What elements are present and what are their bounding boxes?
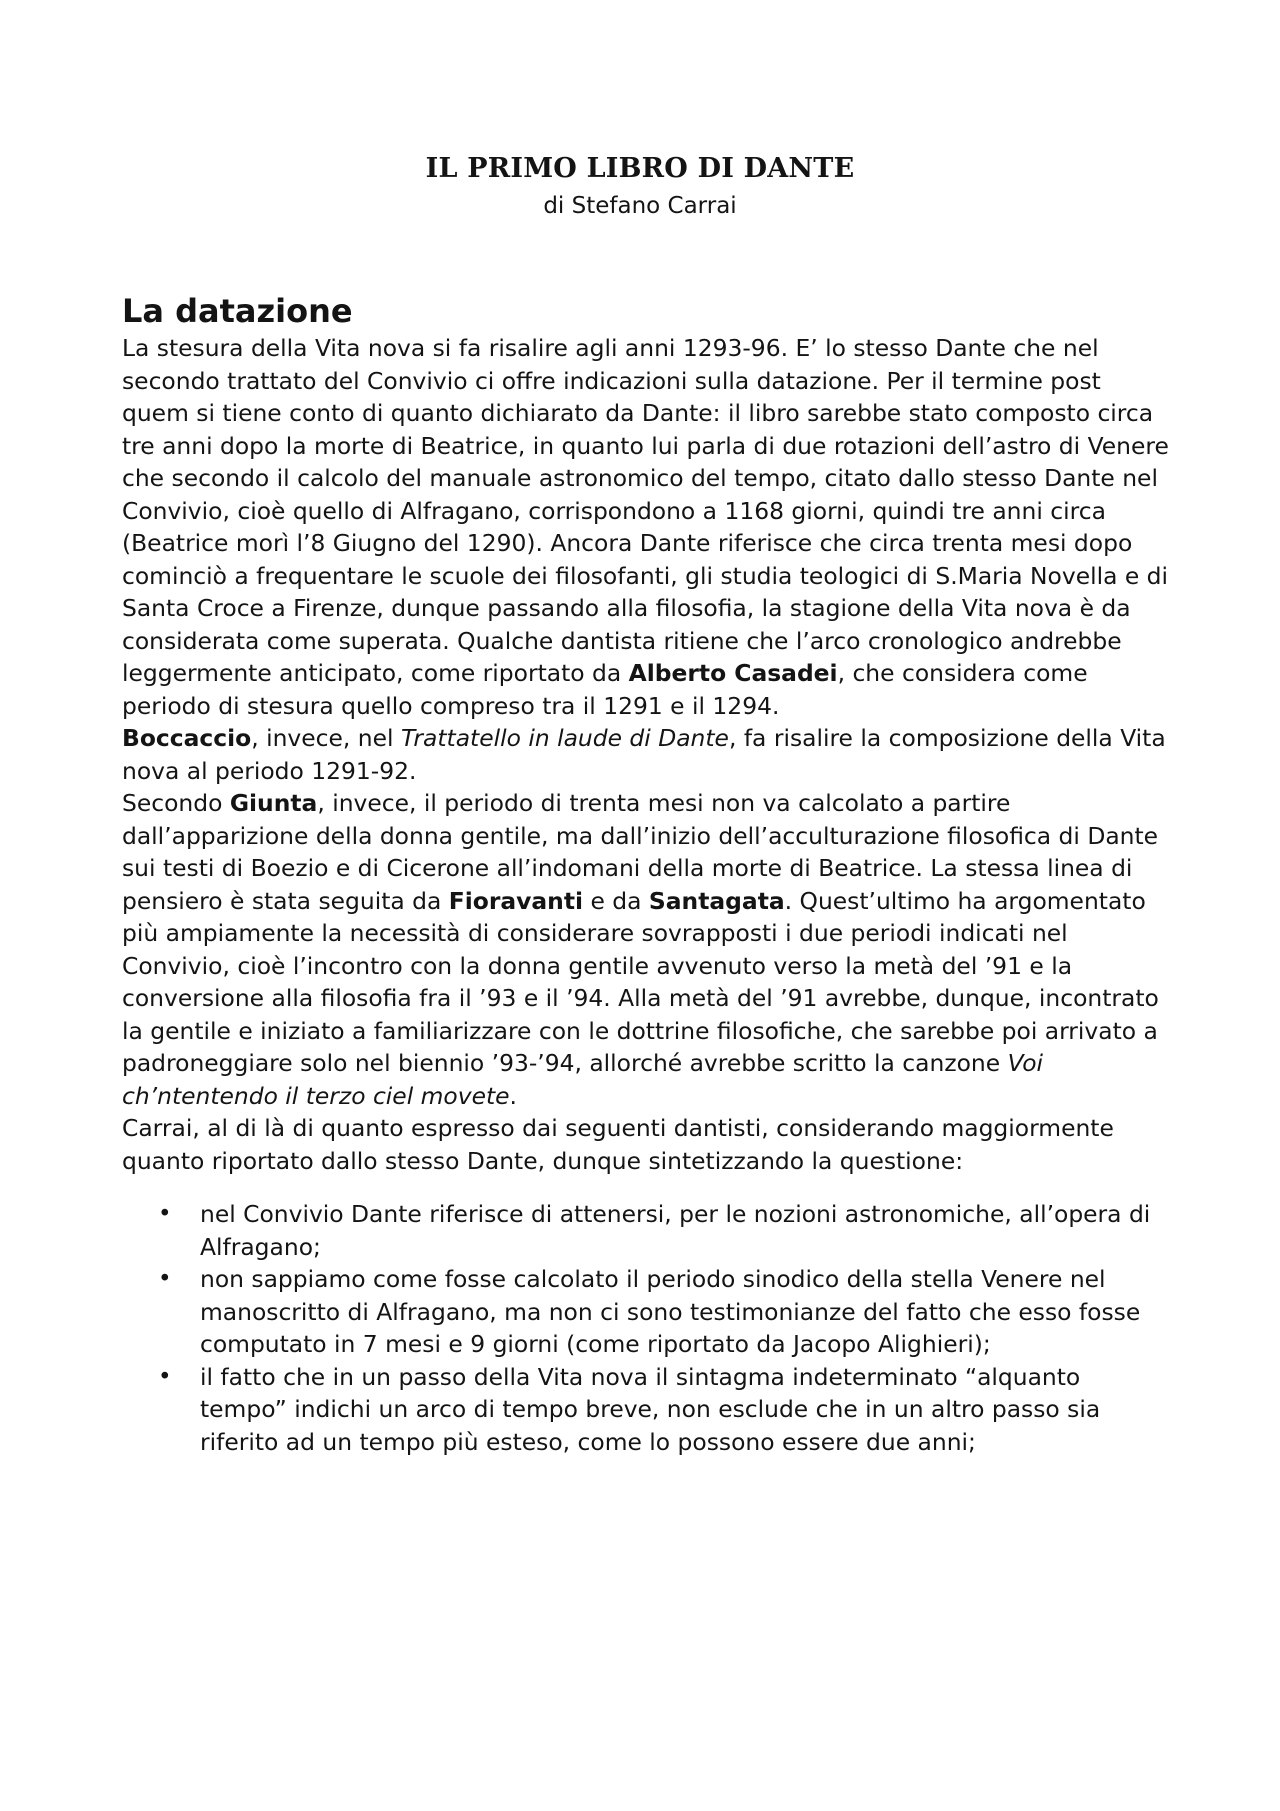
bullet-icon: • bbox=[158, 1266, 172, 1292]
work-title-trattatello: Trattatello in laude di Dante bbox=[400, 724, 729, 752]
paragraph-text: Secondo bbox=[122, 789, 230, 817]
paragraph-text: La stesura della Vita nova si fa risalire agli anni 1293-96. E’ lo stesso Dante che nel secondo trattato del Convivio ci offre indicazioni sulla datazione. Per il termine post quem si tiene conto di quanto dichiarato da Dante: il libro sarebbe stato composto circa tre anni dopo la morte di Beatrice, in quanto lui parla di due rotazioni dell’astro di Venere che secondo il calcolo del manuale astronomico del tempo, citato dallo stesso Dante nel Convivio, cioè quello di Alfragano, corrispondono a 1168 giorni, quindi tre anni circa (Beatrice morì l’8 Giugno del 1290). Ancora Dante riferisce che circa trenta mesi dopo cominciò a frequentare le scuole dei filosofanti, gli studia teologici di S.Maria Novella e di Santa Croce a Firenze, dunque passando alla filosofia, la stagione della Vita nova è da considerata come superata. Qualche dantista ritiene che l’arco cronologico andrebbe leggermente anticipato, come riportato da bbox=[122, 334, 1169, 687]
paragraph-carrai bbox=[122, 1112, 1172, 1177]
work-title-canzone: Voi ch’ntentendo il terzo ciel movete bbox=[122, 1049, 1044, 1110]
paragraph-boccaccio bbox=[122, 722, 1172, 787]
document-body bbox=[122, 332, 1172, 1458]
name-giunta: Giunta bbox=[229, 789, 318, 817]
paragraph-text: Carrai, al di là di quanto espresso dai seguenti dantisti, considerando maggiormente quanto riportato dallo stesso Dante, dunque sintetizzando la questione: bbox=[122, 1114, 1114, 1175]
name-boccaccio: Boccaccio bbox=[122, 724, 252, 752]
paragraph-text: , che considera come periodo di stesura quello compreso tra il 1291 e il 1294. bbox=[122, 659, 1088, 720]
paragraph-datazione bbox=[122, 332, 1172, 722]
paragraph-text: , invece, nel bbox=[251, 724, 401, 752]
paragraph-text: e da bbox=[583, 886, 649, 915]
list-item-text: nel Convivio Dante riferisce di attenersi, per le nozioni astronomiche, all’opera di Alfragano; bbox=[200, 1200, 1151, 1261]
document-author: di Stefano Carrai bbox=[543, 193, 737, 219]
list-item-text: non sappiamo come fosse calcolato il periodo sinodico della stella Venere nel manoscritto di Alfragano, ma non ci sono testimonianze del fatto che esso fosse computato in 7 mesi e 9 giorni (come riportato da Jacopo Alighieri); bbox=[200, 1265, 1141, 1358]
list-item bbox=[122, 1198, 1172, 1263]
section-heading: La datazione bbox=[122, 292, 353, 330]
list-item bbox=[122, 1263, 1172, 1361]
name-casadei: Alberto Casadei bbox=[628, 659, 838, 687]
paragraph-text: . bbox=[509, 1081, 517, 1110]
paragraph-text: , invece, il periodo di trenta mesi non va calcolato a partire dall’apparizione della donna gentile, ma dall’inizio dell’acculturazione filosofica di Dante sui testi di Boezio e di Cicerone all’indomani della morte di Beatrice. La stessa linea di pensiero è stata seguita da bbox=[122, 789, 1159, 915]
document-title: IL PRIMO LIBRO DI DANTE bbox=[425, 153, 855, 184]
name-santagata: Santagata bbox=[648, 886, 785, 915]
list-item bbox=[122, 1361, 1172, 1459]
name-fioravanti: Fioravanti bbox=[448, 886, 584, 915]
paragraph-text: , fa risalire la composizione della Vita nova al periodo 1291-92. bbox=[122, 724, 1166, 785]
bullet-icon: • bbox=[158, 1363, 172, 1390]
paragraph-text: . Quest’ultimo ha argomentato più ampiamente la necessità di considerare sovrapposti i due periodi indicati nel Convivio, cioè l’incontro con la donna gentile avvenuto verso la metà del ’91 e la conversione alla filosofia fra il ’93 e il ’94. Alla metà del ’91 avrebbe, dunque, incontrato la gentile e iniziato a familiarizzare con le dottrine filosofiche, che sarebbe poi arrivato a padroneggiare solo nel biennio ’93-’94, allorché avrebbe scritto la canzone bbox=[122, 886, 1159, 1077]
paragraph-giunta bbox=[122, 787, 1172, 1112]
list-item-text: il fatto che in un passo della Vita nova il sintagma indeterminato “alquanto tempo” indichi un arco di tempo breve, non esclude che in un altro passo sia riferito ad un tempo più esteso, come lo possono essere due anni; bbox=[200, 1362, 1101, 1456]
bullet-icon: • bbox=[158, 1201, 172, 1227]
bullet-list bbox=[122, 1198, 1172, 1458]
